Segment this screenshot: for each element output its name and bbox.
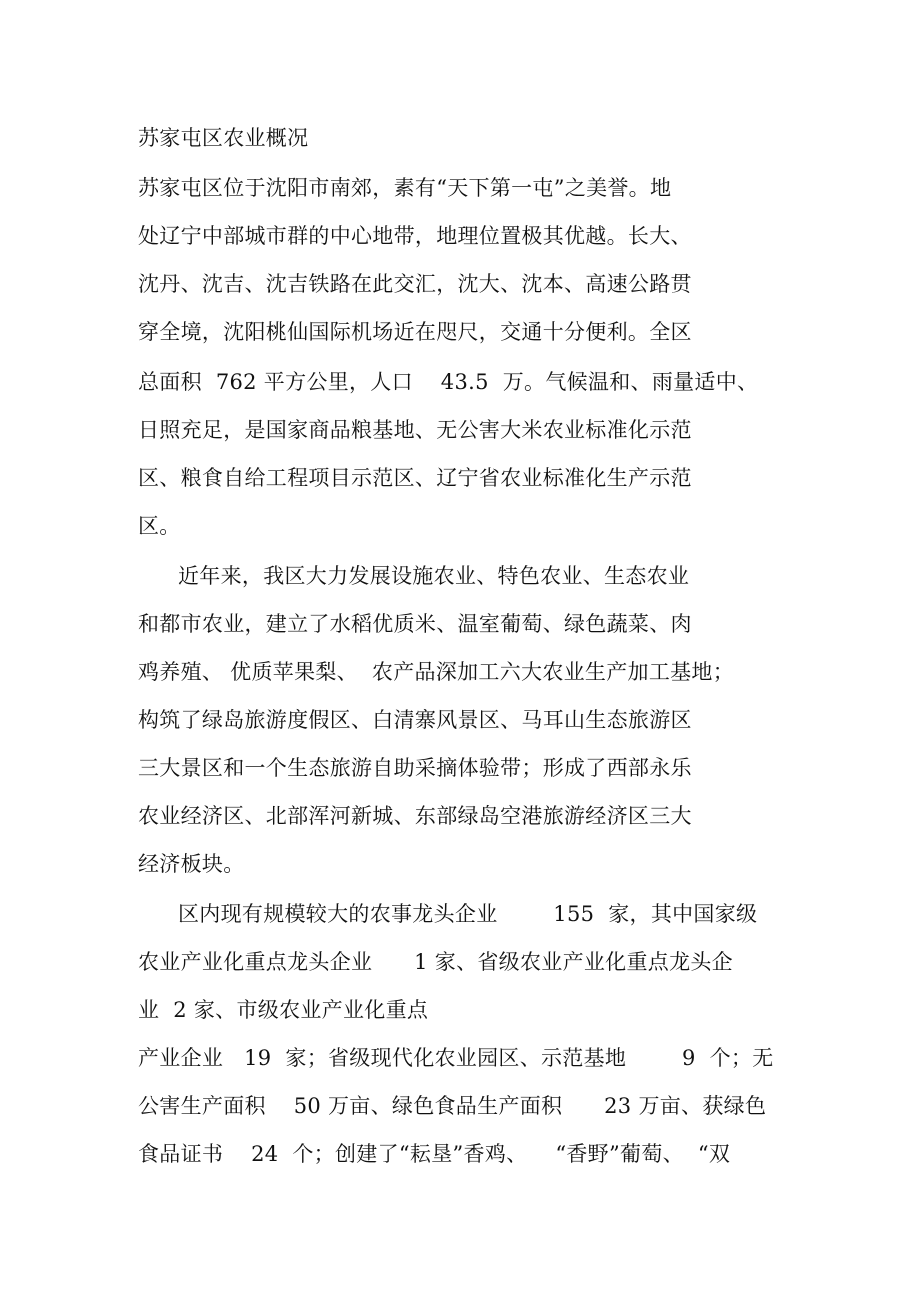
paragraph-line: 食品证书 24 个；创建了“耘垦”香鸡、 “香野”葡萄、 “双 (138, 1142, 731, 1166)
paragraph-line: 产业企业 19 家；省级现代化农业园区、示范基地 9 个；无 (138, 1046, 774, 1070)
paragraph-line: 近年来，我区大力发展设施农业、特色农业、生态农业 (178, 564, 690, 588)
paragraph-line: 业 2 家、市级农业产业化重点 (138, 998, 429, 1022)
paragraph-line: 农业产业化重点龙头企业 1 家、省级农业产业化重点龙头企 (138, 950, 733, 974)
paragraph-line: 区。 (138, 514, 181, 538)
paragraph-line: 经济板块。 (138, 852, 245, 876)
paragraph-line: 农业经济区、北部浑河新城、东部绿岛空港旅游经济区三大 (138, 804, 692, 828)
paragraph-line: 日照充足，是国家商品粮基地、无公害大米农业标准化示范 (138, 418, 692, 442)
paragraph-line: 三大景区和一个生态旅游自助采摘体验带；形成了西部永乐 (138, 756, 692, 780)
paragraph-line: 和都市农业，建立了水稻优质米、温室葡萄、绿色蔬菜、肉 (138, 612, 692, 636)
paragraph-line: 穿全境，沈阳桃仙国际机场近在咫尺，交通十分便利。全区 (138, 320, 692, 344)
paragraph-line: 鸡养殖、 优质苹果梨、 农产品深加工六大农业生产加工基地； (138, 660, 735, 684)
paragraph-line: 总面积 762 平方公里，人口 43.5 万。气候温和、雨量适中、 (138, 370, 759, 394)
document-title: 苏家屯区农业概况 (138, 126, 309, 150)
paragraph-line: 构筑了绿岛旅游度假区、白清寨风景区、马耳山生态旅游区 (138, 708, 692, 732)
paragraph-line: 沈丹、沈吉、沈吉铁路在此交汇，沈大、沈本、高速公路贯 (138, 272, 692, 296)
paragraph-line: 区、粮食自给工程项目示范区、辽宁省农业标准化生产示范 (138, 466, 692, 490)
paragraph-line: 公害生产面积 50 万亩、绿色食品生产面积 23 万亩、获绿色 (138, 1094, 767, 1118)
paragraph-line: 处辽宁中部城市群的中心地带，地理位置极其优越。长大、 (138, 224, 692, 248)
paragraph-line: 苏家屯区位于沈阳市南郊，素有“天下第一屯”之美誉。地 (138, 176, 672, 200)
paragraph-line: 区内现有规模较大的农事龙头企业 155 家，其中国家级 (178, 902, 758, 926)
